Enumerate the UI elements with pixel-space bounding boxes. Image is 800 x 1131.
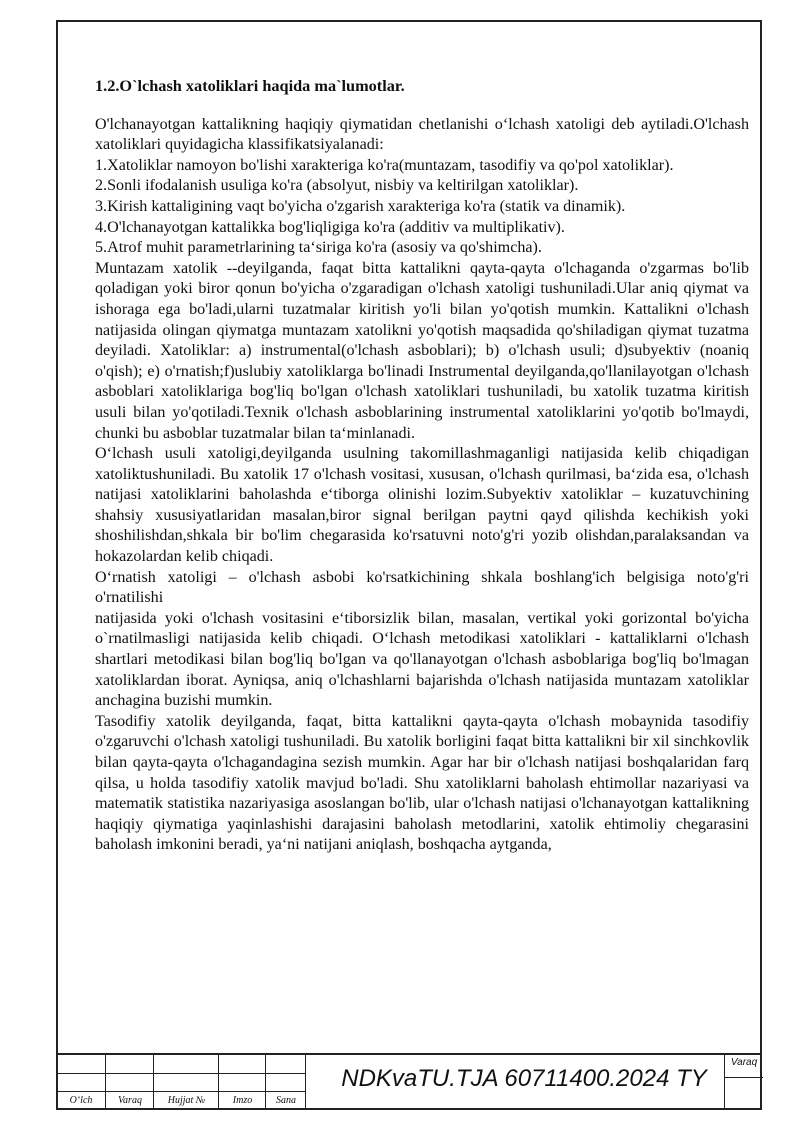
paragraph: O'lchanayotgan kattalikning haqiqiy qiymatidan chetlanishi o‘lchash xatoligi deb aytiladi.O'lchash xatoliklari quyidagicha klassifikatsiyalanadi: <box>95 115 749 154</box>
list-item: 1.Xatoliklar namoyon bo'lishi xarakteriga ko'ra(muntazam, tasodifiy va qo'pol xatoliklar). <box>95 156 674 174</box>
col-label-varaq: Varaq <box>118 1095 142 1106</box>
document-body <box>95 76 749 856</box>
paragraph: O‘rnatish xatoligi – o'lchash asbobi ko'rsatkichining shkala boshlang'ich belgisiga noto'g'ri o'rnatilishi <box>95 568 749 607</box>
list-item: 2.Sonli ifodalanish usuliga ko'ra (absolyut, nisbiy va keltirilgan xatoliklar). <box>95 177 579 195</box>
col-label-imzo: Imzo <box>232 1095 253 1106</box>
col-label-hujjat: Hujjat № <box>167 1095 206 1106</box>
paragraph: O‘lchash usuli xatoligi,deyilganda usulning takomillashmaganligi natijasida kelib chiqadigan xatoliktushuniladi. Bu xatolik 17 o'lchash vositasi, xususan, o'lchash qurilmasi, ba‘zida esa, o'lchash natijasi xatoliklarini baholashda e‘tiborga olinishi lozim.Subyektiv xatoliklar – kuzatuvchining shahsiy xususiyatlaridan masalan,biror signal berilgan paytni qayd qilishda kechikish yoki shoshilishdan,shkala bir bo'lim chegarasida ko'rsatuvni noto'g'ri yozib olishdan,paralaksandan va hokazolardan kelib chiqadi. <box>95 445 749 566</box>
sheet-box-divider <box>725 1077 763 1078</box>
paragraph: Tasodifiy xatolik deyilganda, faqat, bitta kattalikni qayta-qayta o'lchash mobaynida tasodifiy o'zgaruvchi o'lchash xatoligi tushuniladi. Bu xatolik borligini faqat bitta kattalikni bir xil sinchkovlik bilan qayta-qayta o'lchagandagina sezish mumkin. Agar har bir o'lchash natijasi boshqalaridan farq qilsa, u holda tasodifiy xatolik mavjud bo'ladi. Shu xatoliklarni baholash ehtimollar nazariyasi va matematik statistika nazariyasiga asoslangan bo'lib, ular o'lchash natijasi o'lchanayotgan kattalikning haqiqiy qiymatiga yaqinlashishi darajasini baholash metodlarini, xatolik ehtimoliy chegarasini baholash imkonini beradi, ya‘ni natijani aniqlash, boshqacha aytganda, <box>95 712 749 854</box>
list-item: 5.Atrof muhit parametrlarining ta‘siriga ko'ra (asosiy va qo'shimcha). <box>95 239 542 257</box>
title-block-row-line <box>56 1073 306 1074</box>
col-label-olch: O‘lch <box>69 1095 93 1106</box>
title-block <box>56 1053 762 1110</box>
list-item: 4.O'lchanayotgan kattalikka bog'liqligiga ko'ra (additiv va multiplikativ). <box>95 218 565 236</box>
section-heading: 1.2.O`lchash xatoliklari haqida ma`lumotlar. <box>95 76 405 95</box>
document-code: NDKvaTU.TJA 60711400.2024 TY <box>341 1065 707 1092</box>
paragraph: Muntazam xatolik --deyilganda, faqat bitta kattalikni qayta-qayta o'lchaganda o'zgarmas bo'lib qoladigan yoki biror qonun bo'yicha o'zgaradigan o'lchash xatoligi tushuniladi.Ular aniq qiymat va ishoraga ega bo'ladi,ularni tuzatmalar kiritish yo'li bilan yo'qotish mumkin. Kattalikni o'lchash natijasida olingan qiymatga muntazam xatolikni yo'qotish maqsadida qo'shiladigan qiymat tuzatma deyiladi. Xatoliklar: a) instrumental(o'lchash asboblari); b) o'lchash usuli; d)subyektiv (noaniq o'qish); e) o'rnatish;f)uslubiy xatoliklarga bo'linadi Instrumental deyilganda,qo'llanilayotgan o'lchash asboblari xatoliklariga bog'liq bo'lgan o'lchash xatoliklari tushuniladi, bu xatolik tuzatma kiritish usuli bilan yo'qotiladi.Texnik o'lchash asboblarining instrumental xatoliklarini yo'qotib bo'lmaydi, chunki bu asboblar tuzatmalar bilan ta‘minlanadi. <box>95 259 749 442</box>
list-item: 3.Kirish kattaligining vaqt bo'yicha o'zgarish xarakteriga ko'ra (statik va dinamik). <box>95 197 626 215</box>
title-block-row-line <box>56 1091 306 1092</box>
col-label-sana: Sana <box>276 1095 296 1106</box>
sheet-number-box <box>724 1055 762 1110</box>
sheet-label: Varaq <box>730 1057 758 1068</box>
paragraph: natijasida yoki o'lchash vositasini e‘tiborsizlik bilan, masalan, vertikal yoki gorizontal bo'yicha o`rnatilmasligi natijasida kelib chiqadi. O‘lchash metodikasi xatoliklari - kattaliklarni o'lchash shartlari metodikasi bilan bog'liq bo'lgan va qo'llanayotgan o'lchash asboblariga bog'liq bo'lmagan xatoliklardan iborat. Ayniqsa, aniq o'lchashlarni bajarishda o'lchash natijasida muntazam xatoliklar anchagina buzishi mumkin. <box>95 609 749 710</box>
